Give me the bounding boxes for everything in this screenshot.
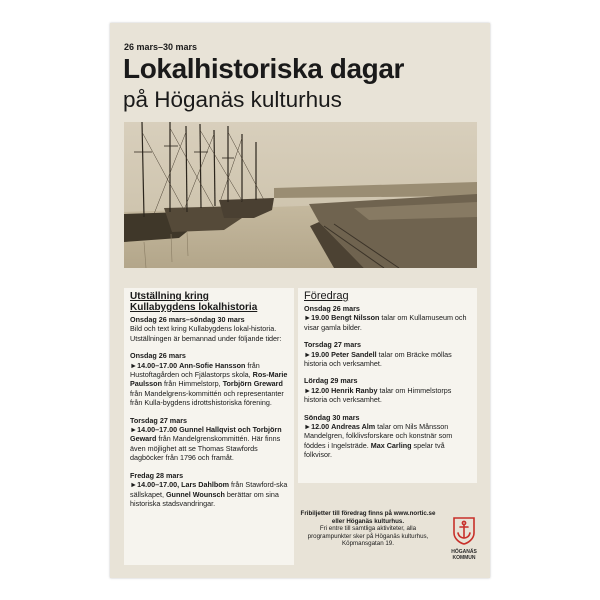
host-name: Gunnel Hallqvist och Torbjörn Geward <box>130 425 282 444</box>
exhibition-intro: Bild och text kring Kullabygdens lokal-historia. Utställningen är bemannad under följande tider: <box>130 324 282 343</box>
host-text: berättar om sina historiska stadsvandringar. <box>130 489 279 508</box>
lecture-text: talar om Nils Månsson Mandelgren, folklivsforskare och konstnär som föddes i Ingelsträde. <box>304 422 453 450</box>
logo-line2: KOMMUN <box>452 554 476 561</box>
lectures-heading: Föredrag <box>304 290 349 302</box>
exhibition-heading <box>130 291 288 313</box>
harbor-photo <box>124 122 477 268</box>
lecture-item <box>304 340 471 368</box>
lecture-time: ►12.00 <box>304 422 330 432</box>
municipality-logo <box>446 517 482 561</box>
exhibition-day-title: Fredag 28 mars <box>130 470 184 480</box>
lecture-extra-text: spelar två folkvisor. <box>304 440 445 460</box>
exhibition-time: ►14.00–17.00, <box>130 480 180 490</box>
anchor-crest-icon <box>453 517 475 545</box>
host-name: Gunnel Wounsch <box>165 489 225 499</box>
lecture-item <box>304 376 471 404</box>
exhibition-day-title: Torsdag 27 mars <box>130 415 187 425</box>
lectures-box <box>298 288 477 483</box>
lecture-extra-name: Max Carling <box>370 440 412 450</box>
lecture-item <box>304 413 471 460</box>
ticket-info-text: Fri entre till samtliga aktiviteter, alla programpunkter sker på Höganäs kulturhus, Köpmansgatan 19. <box>307 525 429 548</box>
host-text: från Hustoftagården och Fjälastorps skola, <box>130 360 260 380</box>
exhibition-box <box>124 288 294 565</box>
lecture-text: talar om Bräcke möllas historia och verksamhet. <box>304 349 452 369</box>
host-text: från Mandelgrens-kommittén och representanter från Kulla-bygdens idrottshistoriska förening. <box>130 388 284 408</box>
lecture-text: talar om Himmelstorps historia och verksamhet. <box>304 385 452 405</box>
lecture-speaker: Henrik Ranby <box>331 385 378 395</box>
host-name: Lars Dahlbom <box>181 480 230 490</box>
host-text: från Stawford-ska sällskapet, <box>130 480 288 499</box>
host-name: Ann-Sofie Hansson <box>179 360 246 370</box>
lecture-item <box>304 304 471 332</box>
poster <box>110 23 490 578</box>
logo-line1: HÖGANÄS <box>451 549 477 555</box>
exhibition-time: ►14.00–17.00 <box>130 425 178 435</box>
lecture-time: ►19.00 <box>304 349 330 359</box>
exhibition-day <box>130 351 288 407</box>
ticket-info-bold: Fribiljetter till föredrag finns på www.nortic.se eller Höganäs kulturhus. <box>300 510 436 525</box>
lecture-day: Lördag 29 mars <box>304 376 358 386</box>
exhibition-heading-line1: Utställning kring <box>130 291 209 302</box>
poster-title: Lokalhistoriska dagar <box>123 53 405 84</box>
lecture-time: ►12.00 <box>304 385 330 395</box>
lecture-day: Söndag 30 mars <box>304 412 360 422</box>
exhibition-time: ►14.00–17.00 <box>130 360 178 370</box>
exhibition-day <box>130 471 288 509</box>
exhibition-day-title: Onsdag 26 mars <box>130 351 186 361</box>
exhibition-day <box>130 416 288 463</box>
lecture-speaker: Bengt Nilsson <box>331 313 380 323</box>
ticket-info <box>298 510 438 548</box>
host-text: från Mandelgrenskommittén. Här finns även möjlighet att se Thomas Stawfords dagböcker från 1796 och framåt. <box>130 434 281 463</box>
host-name: Ros-Marie Paulsson <box>130 370 288 389</box>
harbor-photo-illustration <box>124 122 477 268</box>
lecture-speaker: Peter Sandell <box>331 349 377 359</box>
lecture-speaker: Andreas Alm <box>331 422 376 432</box>
lecture-day: Onsdag 26 mars <box>304 304 360 313</box>
lecture-time: ►19.00 <box>304 313 330 323</box>
host-name: Torbjörn Greward <box>222 379 283 389</box>
lecture-day: Torsdag 27 mars <box>304 340 361 350</box>
poster-subtitle: på Höganäs kulturhus <box>123 87 342 112</box>
exhibition-period: Onsdag 26 mars–söndag 30 mars <box>130 315 245 324</box>
host-text: från Himmelstorp, <box>161 379 221 389</box>
exhibition-heading-line2: Kullabygdens lokalhistoria <box>130 302 258 313</box>
lecture-text: talar om Kullamuseum och visar gamla bilder. <box>304 313 467 332</box>
event-dates: 26 mars–30 mars <box>124 42 198 52</box>
